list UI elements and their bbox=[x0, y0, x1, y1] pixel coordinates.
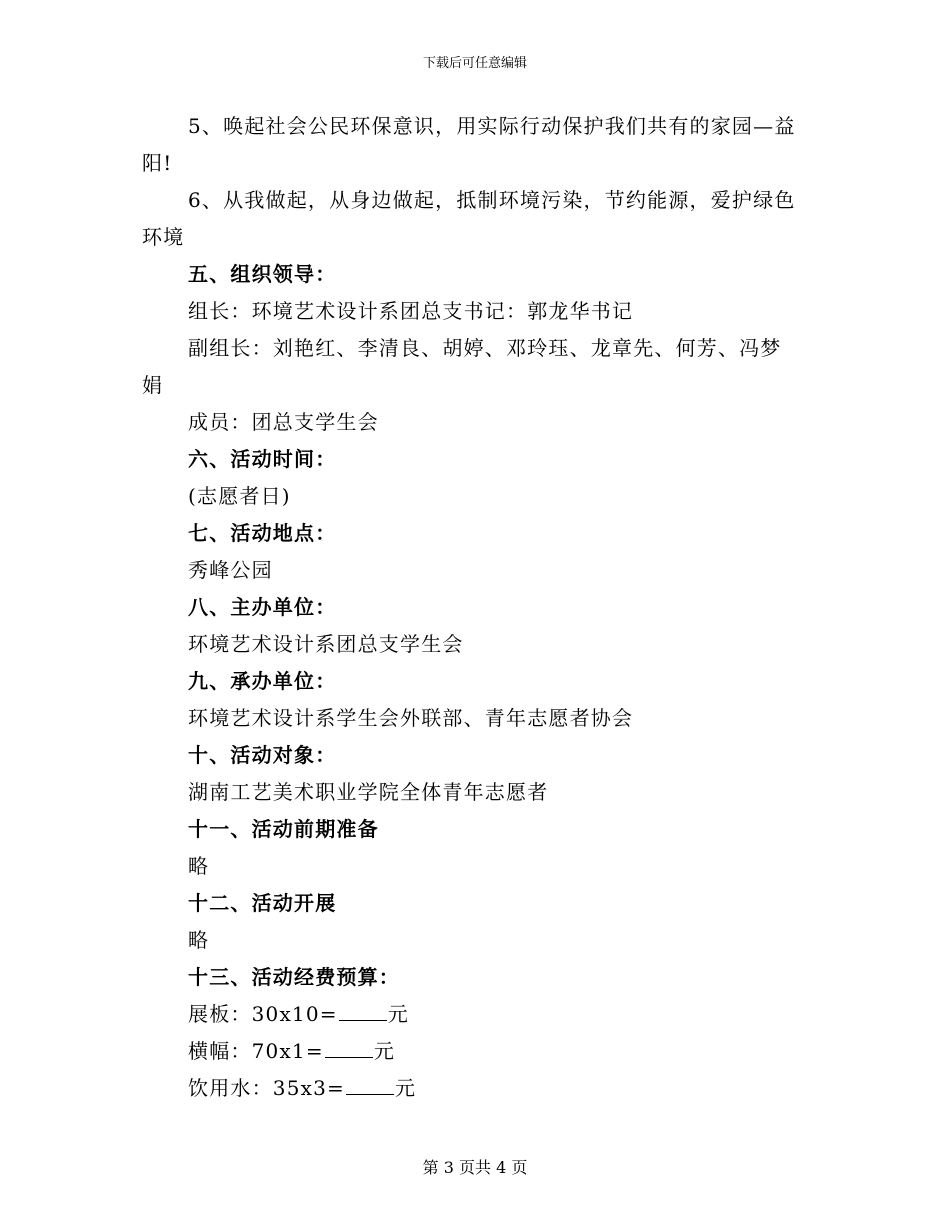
budget-item-unit: 元 bbox=[373, 1039, 396, 1063]
amount-blank bbox=[339, 1004, 387, 1021]
paragraph-line: 湖南工艺美术职业学院全体青年志愿者 bbox=[188, 780, 549, 804]
section-heading: 十三、活动经费预算： bbox=[188, 965, 400, 989]
paragraph-line: 环境艺术设计系团总支学生会 bbox=[188, 632, 464, 656]
paragraph-line: 略 bbox=[188, 854, 210, 878]
paragraph-line: 环境艺术设计系学生会外联部、青年志愿者协会 bbox=[188, 706, 634, 730]
section-heading: 五、组织领导： bbox=[188, 262, 337, 286]
budget-item bbox=[142, 1033, 812, 1070]
page-footer: 第 3 页共 4 页 bbox=[422, 1158, 528, 1177]
budget-item-label: 横幅：70x1= bbox=[188, 1039, 324, 1063]
section-heading: 八、主办单位： bbox=[188, 595, 337, 619]
paragraph-line: 成员：团总支学生会 bbox=[188, 410, 379, 434]
paragraph-line: 组长：环境艺术设计系团总支书记：郭龙华书记 bbox=[188, 299, 634, 323]
paragraph-line: (志愿者日) bbox=[188, 484, 291, 508]
budget-item-label: 饮用水：35x3= bbox=[188, 1076, 346, 1100]
section-heading: 六、活动时间： bbox=[188, 447, 337, 471]
section-heading: 十、活动对象： bbox=[188, 743, 337, 767]
budget-item bbox=[142, 996, 812, 1033]
paragraph-line: 6、从我做起，从身边做起，抵制环境污染，节约能源，爱护绿色 bbox=[188, 188, 796, 212]
budget-list bbox=[142, 996, 812, 1107]
budget-item bbox=[142, 1070, 812, 1107]
text-lines bbox=[142, 108, 812, 996]
paragraph-line: 略 bbox=[188, 928, 210, 952]
paragraph-line: 副组长：刘艳红、李清良、胡婷、邓玲珏、龙章先、何芳、冯梦 bbox=[188, 336, 782, 360]
paragraph-line: 5、唤起社会公民环保意识，用实际行动保护我们共有的家园—益 bbox=[188, 114, 796, 138]
budget-item-label: 展板：30x10= bbox=[188, 1002, 338, 1026]
paragraph-line: 秀峰公园 bbox=[188, 558, 273, 582]
amount-blank bbox=[346, 1078, 394, 1095]
section-heading: 十一、活动前期准备 bbox=[188, 817, 379, 841]
amount-blank bbox=[325, 1041, 373, 1058]
budget-item-unit: 元 bbox=[395, 1076, 417, 1100]
paragraph-line: 娟 bbox=[142, 373, 164, 397]
budget-item-unit: 元 bbox=[387, 1002, 409, 1026]
paragraph-line: 环境 bbox=[142, 225, 185, 249]
section-heading: 十二、活动开展 bbox=[188, 891, 337, 915]
paragraph-line: 阳! bbox=[142, 151, 173, 175]
section-heading: 七、活动地点： bbox=[188, 521, 337, 545]
page-header: 下载后可任意编辑 bbox=[422, 56, 527, 71]
document-body bbox=[142, 108, 812, 1107]
section-heading: 九、承办单位： bbox=[188, 669, 337, 693]
